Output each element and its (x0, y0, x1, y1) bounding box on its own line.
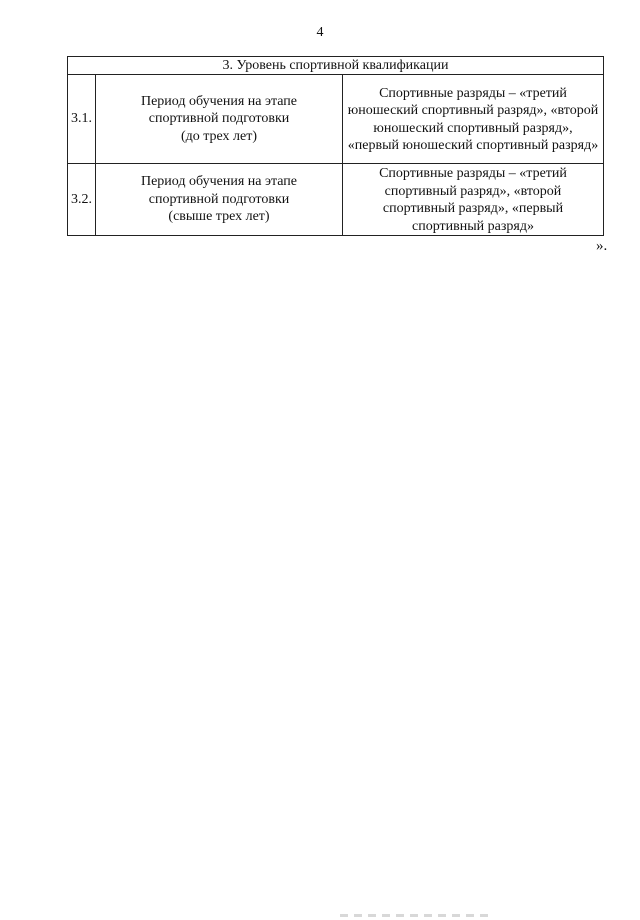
table-row (68, 164, 604, 236)
qualification-level-text: Спортивные разряды – «третий юношеский спортивный разряд», «второй юношеский спортивный разряд», «первый юношеский спортивный разряд» (347, 85, 599, 153)
section-title: 3. Уровень спортивной квалификации (68, 57, 604, 75)
qualification-table (67, 56, 604, 236)
training-period-text: Период обучения на этапе спортивной подготовки (до трех лет) (140, 93, 298, 144)
qualification-level-cell (343, 75, 604, 164)
row-number: 3.2. (68, 164, 96, 236)
qualification-level-text: Спортивные разряды – «третий спортивный разряд», «второй спортивный разряд», «первый спортивный разряд» (379, 166, 567, 234)
training-period-cell (96, 75, 343, 164)
row-number: 3.1. (68, 75, 96, 164)
training-period-text: Период обучения на этапе спортивной подготовки (свыше трех лет) (140, 174, 298, 225)
closing-quote: ». (596, 238, 608, 254)
training-period-cell (96, 164, 343, 236)
qualification-level-cell (343, 164, 604, 236)
scan-artifact (340, 914, 490, 917)
table-row (68, 75, 604, 164)
section-header-row (68, 57, 604, 75)
page-number: 4 (316, 25, 324, 40)
